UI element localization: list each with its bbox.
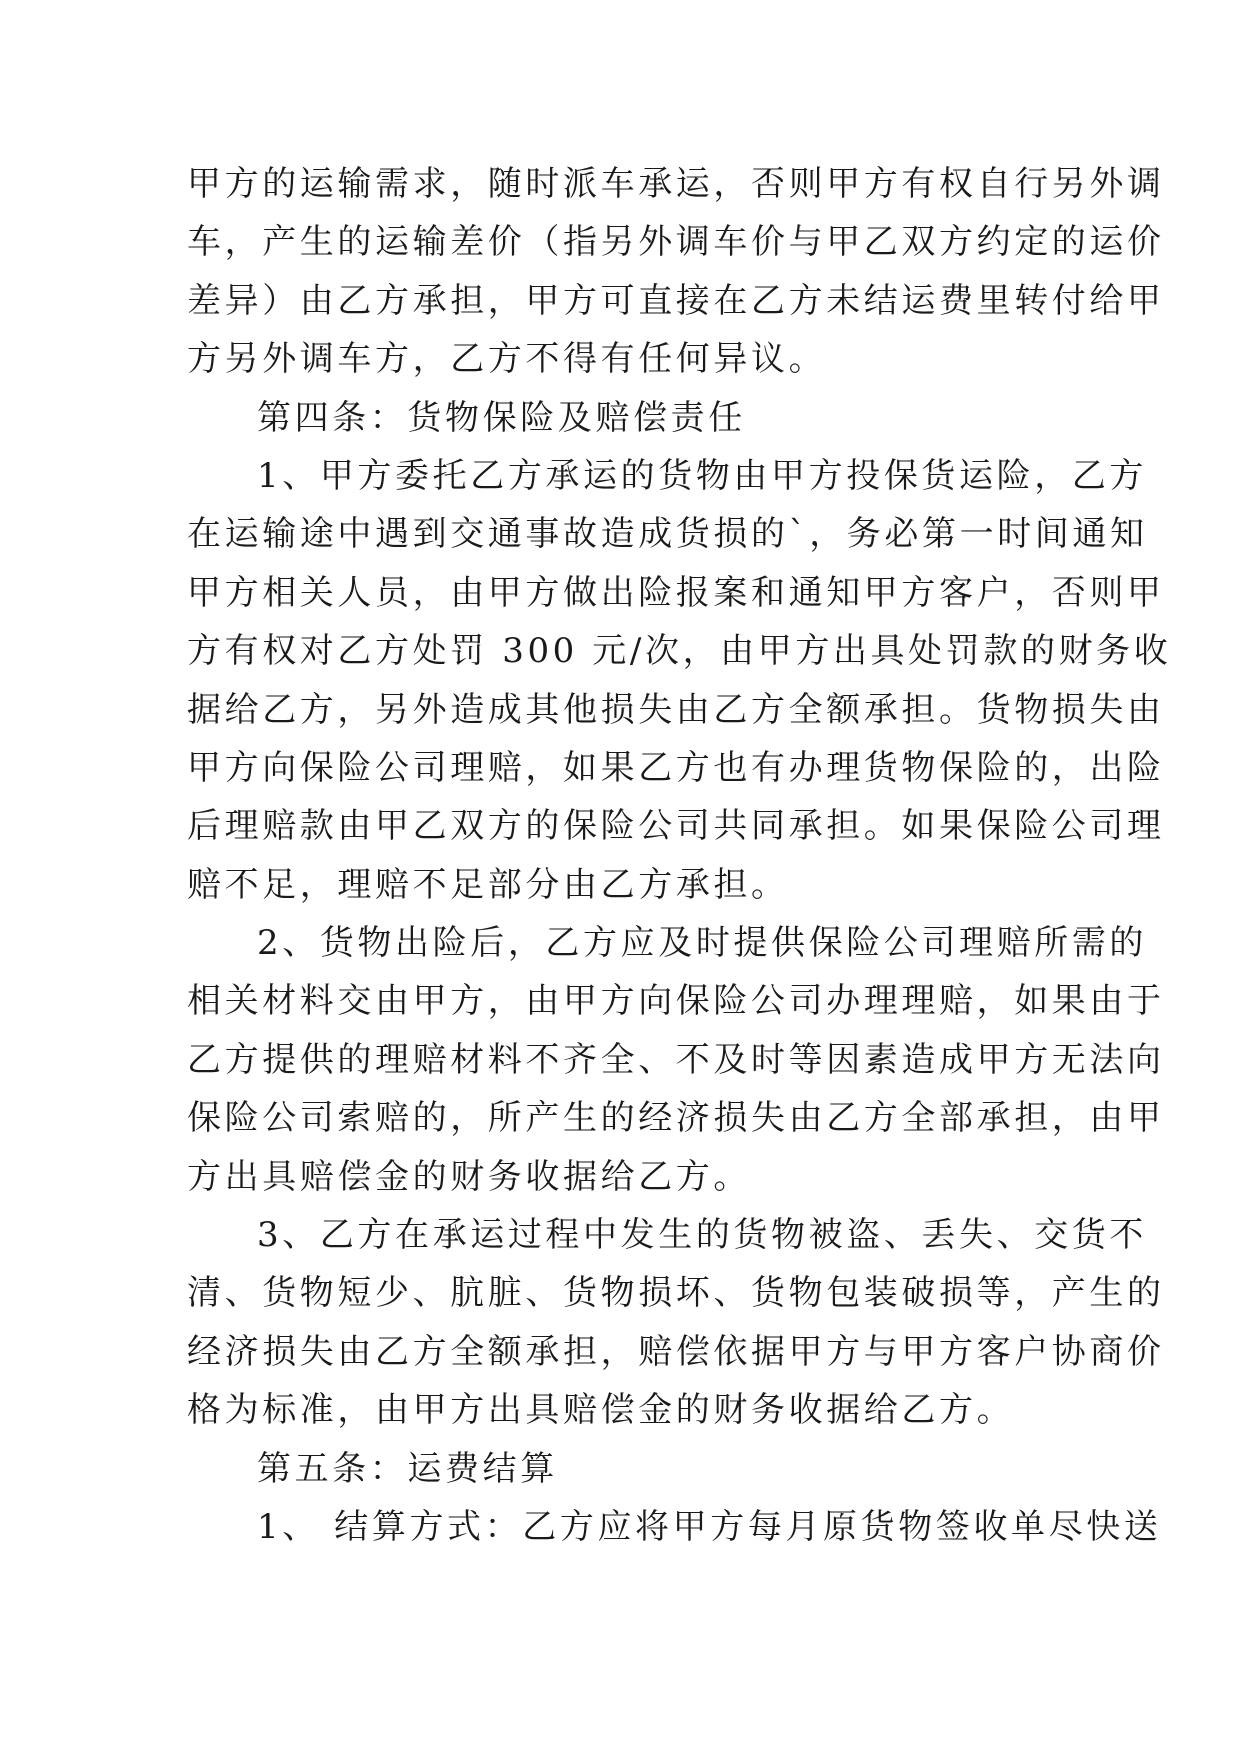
text-line: 格为标准，由甲方出具赔偿金的财务收据给乙方。 — [187, 1390, 1015, 1431]
text-line: 据给乙方，另外造成其他损失由乙方全额承担。货物损失由 — [187, 689, 1165, 730]
section-heading: 第四条：货物保险及赔偿责任 — [257, 397, 746, 438]
text-line: 甲方相关人员，由甲方做出险报案和通知甲方客户，否则甲 — [187, 572, 1165, 613]
text-line: 车，产生的运输差价（指另外调车价与甲乙双方约定的运价 — [187, 222, 1165, 263]
paragraph-start: 2、货物出险后，乙方应及时提供保险公司理赔所需的 — [257, 923, 1148, 964]
document-body — [187, 155, 1172, 1556]
text-line: 方另外调车方，乙方不得有任何异议。 — [187, 339, 827, 380]
text-line: 方出具赔偿金的财务收据给乙方。 — [187, 1156, 751, 1197]
text-line: 相关材料交由甲方，由甲方向保险公司办理理赔，如果由于 — [187, 981, 1165, 1022]
text-line: 经济损失由乙方全额承担，赔偿依据甲方与甲方客户协商价 — [187, 1331, 1165, 1372]
text-line: 在运输途中遇到交通事故造成货损的`，务必第一时间通知 — [187, 514, 1148, 555]
text-line: 方有权对乙方处罚 300 元/次，由甲方出具处罚款的财务收 — [187, 631, 1172, 672]
paragraph-start: 1、 结算方式：乙方应将甲方每月原货物签收单尽快送 — [257, 1506, 1162, 1547]
text-line: 差异）由乙方承担，甲方可直接在乙方未结运费里转付给甲 — [187, 280, 1165, 321]
paragraph-start: 1、甲方委托乙方承运的货物由甲方投保货运险，乙方 — [257, 455, 1148, 496]
text-line: 乙方提供的理赔材料不齐全、不及时等因素造成甲方无法向 — [187, 1039, 1165, 1080]
text-line: 甲方的运输需求，随时派车承运，否则甲方有权自行另外调 — [187, 164, 1165, 204]
text-line: 保险公司索赔的，所产生的经济损失由乙方全部承担，由甲 — [187, 1098, 1165, 1139]
section-heading: 第五条：运费结算 — [257, 1448, 558, 1489]
text-line: 清、货物短少、肮脏、货物损坏、货物包装破损等，产生的 — [187, 1273, 1165, 1314]
text-line: 后理赔款由甲乙双方的保险公司共同承担。如果保险公司理 — [187, 806, 1165, 847]
text-line: 赔不足，理赔不足部分由乙方承担。 — [187, 864, 789, 905]
paragraph-start: 3、乙方在承运过程中发生的货物被盗、丢失、交货不 — [257, 1215, 1148, 1256]
text-line: 甲方向保险公司理赔，如果乙方也有办理货物保险的，出险 — [187, 747, 1165, 788]
